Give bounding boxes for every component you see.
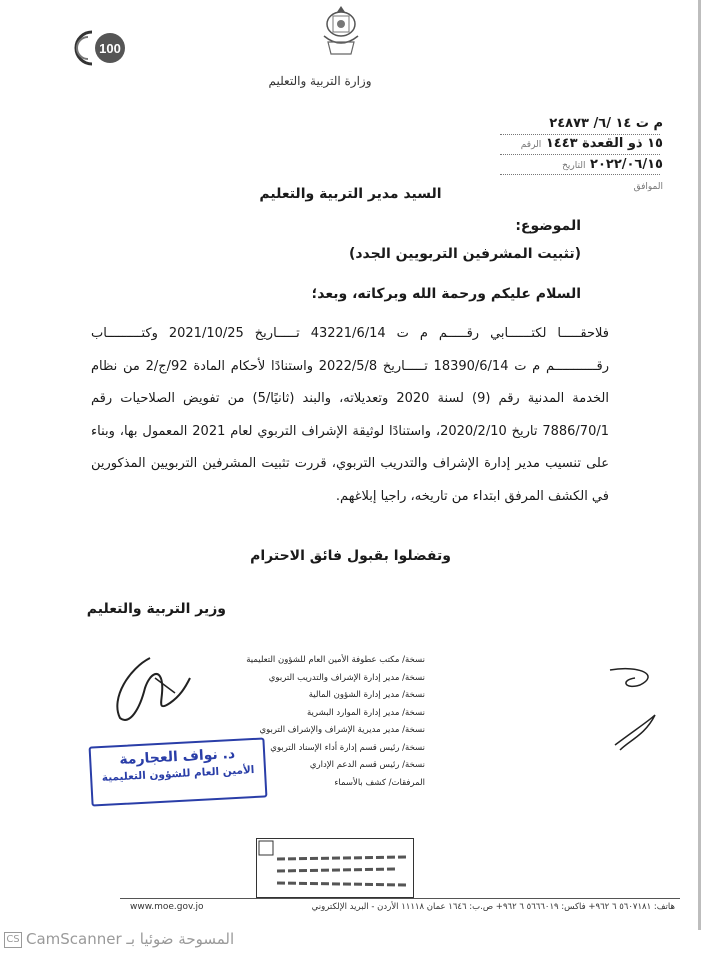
stamp-name: د. نواف العجارمة: [118, 745, 236, 769]
closing: وتفضلوا بقبول فائق الاحترام: [250, 548, 451, 564]
number-label: الرقم: [520, 140, 542, 150]
footer-contact: هاتف: ٥٦٠٧١٨١ ٦ ٩٦٢+ فاكس: ٥٦٦٦٠١٩ ٦ ٩٦٢+ ص.ب: ١٦٤٦ عمان ١١١١٨ الأردن - البريد الإلكتروني: [311, 902, 675, 912]
reference-gregorian-row: [463, 155, 663, 176]
hijri-date: ١٥ ذو القعدة ١٤٤٣: [545, 136, 663, 151]
stamp-title: الأمين العام للشؤون التعليمية: [101, 764, 255, 784]
cc-item: نسخة/ مدير مديرية الإشراف والإشراف التربوي: [259, 725, 425, 735]
cc-item: المرفقات/ كشف بالأسماء: [334, 777, 425, 788]
reference-block: [463, 114, 663, 197]
cc-item: نسخة/ مكتب عطوفة الأمين العام للشؤون التعليمية: [246, 655, 425, 665]
official-stamp: [89, 737, 268, 806]
jordan-coat-of-arms-icon: [318, 2, 364, 60]
reception-stamp: [256, 838, 414, 898]
footer-website: www.moe.gov.jo: [130, 902, 204, 912]
subject: (تثبيت المشرفين التربويين الجدد): [348, 246, 581, 262]
greeting: السلام عليكم ورحمة الله وبركاته، وبعد؛: [311, 286, 581, 302]
centennial-badge-text: 100: [99, 41, 121, 56]
subject-label: الموضوع:: [515, 218, 581, 234]
reference-hijri-row: [463, 134, 663, 155]
cc-item: نسخة/ مدير إدارة الموارد البشرية: [306, 707, 425, 718]
reference-number-row: [463, 114, 663, 134]
cc-list: [246, 652, 425, 792]
cc-item: نسخة/ مدير إدارة الإشراف والتدريب التربوي: [268, 672, 425, 683]
cc-item: نسخة/ مدير إدارة الشؤون المالية: [308, 690, 425, 700]
camscanner-icon: CS: [4, 932, 22, 948]
reference-line: [500, 174, 660, 175]
scanner-watermark-text: CamScanner المسوحة ضوئيا بـ: [26, 930, 235, 948]
initials-signature: [600, 660, 670, 760]
reference-line: [500, 134, 660, 135]
gregorian-date: ٢٠٢٢/٠٦/١٥: [590, 157, 663, 172]
signature: [100, 648, 200, 728]
signer-title: وزير التربية والتعليم: [86, 601, 226, 617]
corresponding-label: الموافق: [633, 182, 663, 192]
reference-line: [500, 154, 660, 155]
scanner-watermark: [4, 930, 234, 952]
ministry-name: وزارة التربية والتعليم: [268, 74, 372, 88]
date-label: التاريخ: [562, 161, 586, 171]
reference-number: م ت ١٤ /٦/ ٢٤٨٧٣: [549, 116, 663, 131]
footer-divider: [120, 898, 680, 899]
centennial-100-icon: [72, 26, 130, 70]
cc-item: نسخة/ رئيس قسم الدعم الإداري: [309, 760, 425, 770]
recipient: السيد مدير التربية والتعليم: [259, 186, 442, 202]
cc-item: نسخة/ رئيس قسم إدارة أداء الإسناد التربوي: [270, 742, 425, 753]
letter-body: فلاحقـــــا لكتــــــابي رقـــــم م ت 43221/6/14 تـــــاريخ 2021/10/25 وكتـــــــــاب رقـــــــــــم م ت 18390/6/14 تـــــاريخ 2022/5/8 واستنادًا لأحكام المادة 92/ج/2 من نظام الخدمة المدنية رقم (9) لسنة 2020 وتعديلاته، والبند (ثانيًا/5) من تفويض الصلاحيات رقم 7886/70/1 تاريخ 2020/2/10، واستنادًا لوثيقة الإشراف التربوي لعام 2021 المعمول بها، وبناء على تنسيب مدير إدارة الإشراف والتدريب التربوي، قررت تثبيت المشرفين التربويين المذكورين في الكشف المرفق ابتداء من تاريخه، راجيا إبلاغهم.: [91, 326, 610, 504]
